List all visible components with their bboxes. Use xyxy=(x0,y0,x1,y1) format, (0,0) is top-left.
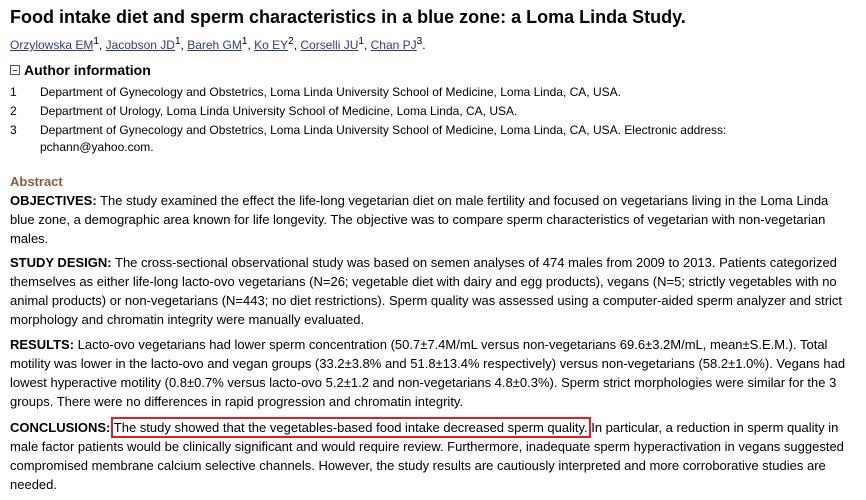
author-link[interactable]: Ko EY xyxy=(254,38,289,52)
affiliation-ref: 1 xyxy=(358,36,364,47)
section-text: The study examined the effect the life-long vegetarian diet on male fertility and focused on vegetarians living in the Loma Linda blue zone, a demographic area known for life longevity. The objective was to compare sperm characteristics of vegetarian with non-vegetarian males. xyxy=(10,193,829,246)
affiliation-ref: 1 xyxy=(241,36,248,47)
section-text: Lacto-ovo vegetarians had lower sperm concentration (50.7±7.4M/mL versus non-vegetarians 69.6±3.2M/mL, mean±S.E.M.). Total motility was lower in the lacto-ovo and vegan groups (33.2±3.8% and 51.8±13.4% respectively) versus non-vegetarians (58.2±1.0%). Vegans had lowest hyperactive motility (0.8±0.7% versus lacto-ovo 5.2±1.2 and non-vegetarians 4.8±0.3%). Sperm strict morphologies were similar for the 3 groups. There were no differences in rapid progression and chromatin integrity. xyxy=(10,337,846,409)
author-list: Orzylowska $EM^1$, Jacobson $JD^1$, Bareh $GM^1$, Ko $EY^2$, Corselli $JU^1$, Chan $PJ^3$. xyxy=(10,36,426,52)
article-title: Food intake diet and sperm characteristics in a blue zone: a Loma Linda Study. xyxy=(10,7,686,27)
affiliation-ref: 3 xyxy=(416,36,423,47)
author-link[interactable]: Jacobson JD xyxy=(105,38,175,52)
author-link[interactable]: Chan PJ xyxy=(370,38,417,52)
collapse-minus-icon[interactable] xyxy=(10,65,20,75)
affiliation-item xyxy=(10,122,840,156)
abstract-objectives xyxy=(10,191,855,248)
section-label: OBJECTIVES: xyxy=(10,193,97,208)
author-information-label: Author information xyxy=(24,62,151,78)
affiliation-number: 1 xyxy=(10,85,17,99)
section-label: RESULTS: xyxy=(10,337,75,352)
abstract-conclusions xyxy=(10,418,855,494)
section-text: The cross-sectional observational study was based on semen analyses of 474 males from 2009 to 2013. Patients categorized themselves as either life-long lacto-ovo vegetarians (N=26; vegetable diet with dairy and egg products), vegans (N=5; strictly vegetables with no animal products) or non-vegetarians (N=443; no diet restrictions). Sperm quality was assessed using a computer-aided sperm analyzer and strict morphology and chromatin integrity were manually evaluated. xyxy=(10,255,843,327)
author-link[interactable]: Bareh GM xyxy=(187,38,242,52)
author-link[interactable]: Corselli JU xyxy=(300,38,359,52)
affiliation-ref: 1 xyxy=(93,36,99,47)
section-text: In particular, a reduction in sperm quality in male factor patients would be clinically significant and would require review. Furthermore, inadequate sperm hyperactivation in vegans suggested compromised membrane calcium selective channels. However, the study results are cautiously interpreted and more corroborative studies are needed. xyxy=(10,420,844,492)
affiliation-number: 2 xyxy=(10,104,17,118)
affiliation-ref: 1 xyxy=(174,36,181,47)
author-link[interactable]: Orzylowska EM xyxy=(10,38,94,52)
affiliation-text: Department of Urology, Loma Linda University School of Medicine, Loma Linda, CA, USA. xyxy=(40,104,518,118)
affiliation-number: 3 xyxy=(10,123,17,137)
affiliation-ref: 2 xyxy=(288,36,294,47)
affiliation-text: Department of Gynecology and Obstetrics, Loma Linda University School of Medicine, Loma Linda, CA, USA. xyxy=(40,85,621,99)
affiliation-item xyxy=(10,103,840,120)
affiliation-item xyxy=(10,84,840,101)
highlighted-conclusion: The study showed that the vegetables-based food intake decreased sperm quality. xyxy=(113,420,588,435)
abstract-heading: Abstract xyxy=(10,174,63,189)
abstract-study-design xyxy=(10,253,855,329)
abstract-results xyxy=(10,335,855,411)
section-label: CONCLUSIONS: xyxy=(10,420,111,435)
section-label: STUDY DESIGN: xyxy=(10,255,112,270)
affiliation-list xyxy=(10,84,840,158)
affiliation-text: Department of Gynecology and Obstetrics, Loma Linda University School of Medicine, Loma Linda, CA, USA. Electronic address: pchann@yahoo.com. xyxy=(40,123,727,154)
author-information-toggle[interactable] xyxy=(10,62,151,78)
